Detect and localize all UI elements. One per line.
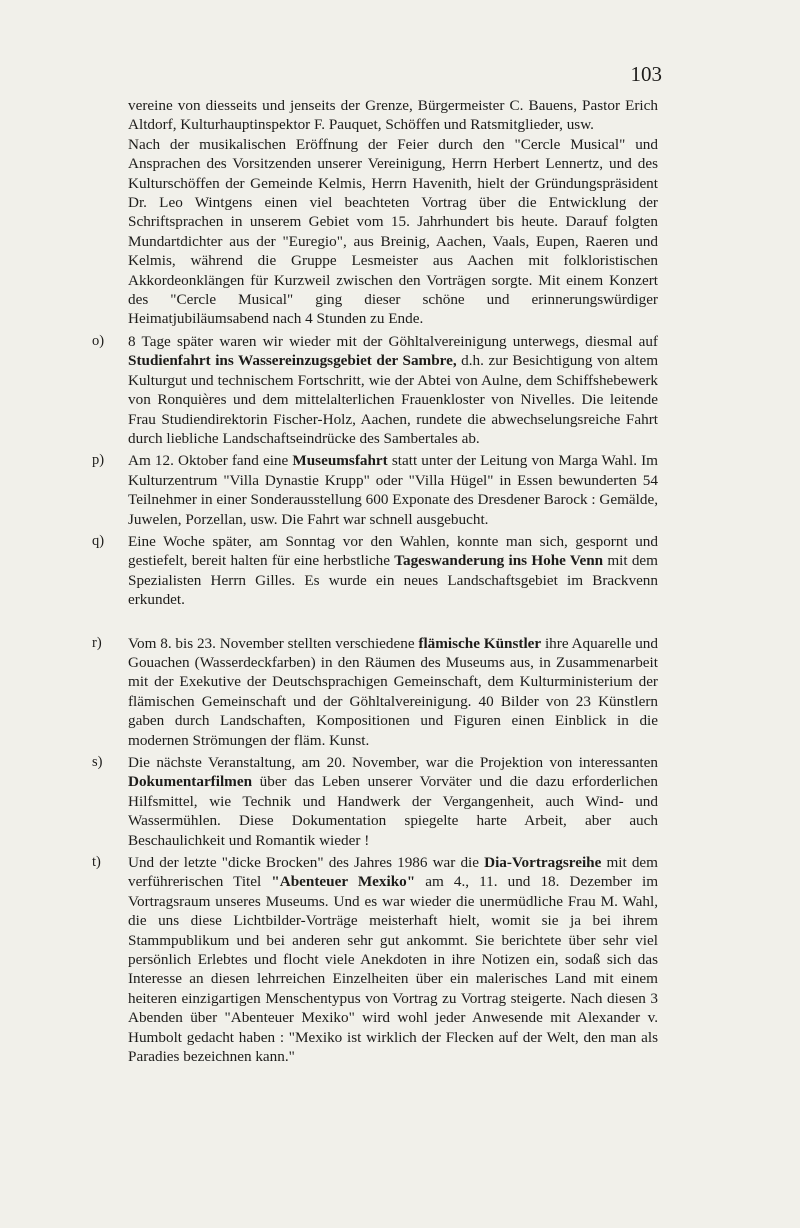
entry-p bbox=[92, 451, 658, 529]
entry-s bbox=[92, 753, 658, 850]
entry-marker: p) bbox=[92, 452, 105, 469]
highlight-term: Museumsfahrt bbox=[292, 452, 388, 470]
entry-text: Eine Woche später, am Sonntag vor den Wahlen, konnte man sich, gespornt und gestiefelt, bereit halten für eine herbstliche Tageswanderung ins Hohe Venn mit dem Spezialisten Herrn Gilles. Es wurde ein neues Landschaftsgebiet im Brackvenn erkundet. bbox=[128, 532, 658, 609]
highlight-term: Dia-Vortragsreihe bbox=[484, 854, 602, 872]
entry-q bbox=[92, 532, 658, 610]
entry-text: Am 12. Oktober fand eine Museumsfahrt statt unter der Leitung von Marga Wahl. Im Kulturzentrum "Villa Dynastie Krupp" oder "Villa Hügel" in Essen bewunderten 54 Teilnehmer in einer Sonderausstellung 600 Exponate des Dresdener Barock : Gemälde, Juwelen, Porzellan, usw. Die Fahrt war schnell ausgebucht. bbox=[128, 452, 658, 528]
entry-r bbox=[92, 634, 658, 750]
entry-marker: o) bbox=[92, 332, 105, 349]
entry-text: 8 Tage später waren wir wieder mit der Göhltalvereinigung unterwegs, diesmal auf Studienfahrt ins Wassereinzugsgebiet der Sambre, d.h. zur Besichtigung von altem Kulturgut und technischem Fortschritt, wie der Abtei von Aulne, dem Schiffshebewerk von Ronquières und dem mittelalterlichen Frauenkloster von Nivelles. Die leitende Frau Studiendirektorin Fischer-Holz, Aachen, rundete die abwechselungsreiche Fahrt durch liebliche Landschaftseindrücke des Sambertales ab. bbox=[128, 332, 659, 447]
highlight-term: flämische Künstler bbox=[418, 634, 542, 652]
entry-text: Und der letzte "dicke Brocken" des Jahres 1986 war die Dia-Vortragsreihe mit dem verführerischen Titel "Abenteuer Mexiko" am 4., 11. und 18. Dezember im Vortragsraum unseres Museums. Und es war wieder die unermüdliche Frau M. Wahl, die uns diese Lichtbilder-Vorträge meisterhaft hielt, womit sie ja bei ihrem Stammpublikum und bei anderen sehr gut ankommt. Sie berichtete über sehr viel persönlich Erlebtes und flocht viele Anekdoten in ihre Notizen ein, sodaß sich das Interesse an diesen lehrreichen Einzelheiten über ein malerisches Land mit einem heiteren einzigartigen Menschentypus von Vortrag zu Vortrag steigerte. Nach diesen 3 Abenden über "Abenteuer Mexiko" wird wohl jeder Anwesende mit Alexander v. Humbolt gedacht haben : "Mexiko ist wirklich der Flecken auf der Welt, den man als Paradies bezeichnen kann." bbox=[128, 854, 659, 1066]
page-body bbox=[92, 96, 658, 1067]
entry-marker: s) bbox=[92, 754, 103, 770]
intro-paragraph-1: vereine von diesseits und jenseits der Grenze, Bürgermeister C. Bauens, Pastor Erich Altdorf, Kulturhauptinspektor F. Pauquet, Schöffen und Ratsmitglieder, usw. bbox=[128, 97, 658, 134]
entry-marker: t) bbox=[92, 854, 101, 871]
entry-o bbox=[92, 332, 658, 448]
intro-paragraph-2: Nach der musikalischen Eröffnung der Feier durch den "Cercle Musical" und Ansprachen des Vorsitzenden unserer Vereinigung, Herrn Herbert Lennertz, und des Kulturschöffen der Gemeinde Kelmis, Herrn Havenith, hielt der Gründungspräsident Dr. Leo Wintgens einen viel beachteten Vortrag über die Entwicklung der Schriftsprachen in unserem Gebiet vom 15. Jahrhundert bis heute. Darauf folgten Mundartdichter aus der "Euregio", aus Breinig, Aachen, Vaals, Eupen, Raeren und Kelmis, während die Gruppe Lesmeister aus Aachen mit folkloristischen Akkordeonklängen für Kurzweil zwischen den Vorträgen sorgte. Mit einem Konzert des "Cercle Musical" ging dieser schöne und erinnerungswürdiger Heimatjubiläumsabend nach 4 Stunden zu Ende. bbox=[128, 135, 658, 328]
highlight-term: Tageswanderung ins Hohe Venn bbox=[394, 552, 604, 570]
entry-marker: r) bbox=[92, 634, 102, 651]
entry-text: Vom 8. bis 23. November stellten verschiedene flämische Künstler ihre Aquarelle und Gouachen (Wasserdeckfarben) in den Räumen des Museums aus, in Zusammenarbeit mit der Exekutive der Deutschsprachigen Gemeinschaft, dem Kulturministerium der flämischen Gemeinschaft und der Göhltalvereinigung. 40 Bilder von 23 Künstlern gaben durch Landschaften, Kompositionen und Figuren einen Einblick in die modernen Strömungen der fläm. Kunst. bbox=[128, 634, 658, 749]
highlight-term: Studienfahrt ins Wassereinzugsgebiet der Sambre, bbox=[128, 352, 457, 370]
entry-marker: q) bbox=[92, 532, 105, 549]
page-number: 103 bbox=[630, 62, 662, 86]
highlight-title: "Abenteuer Mexiko" bbox=[271, 873, 416, 891]
intro-block bbox=[92, 96, 658, 329]
entry-text: Die nächste Veranstaltung, am 20. November, war die Projektion von interessanten Dokumentarfilmen über das Leben unserer Vorväter und die dazu erforderlichen Hilfsmittel, wie Technik und Handwerk der Vergangenheit, auch Wind- und Wassermühlen. Diese Dokumentation spiegelte harte Arbeit, aber auch Beschaulichkeit und Romantik wieder ! bbox=[128, 754, 658, 849]
entry-t bbox=[92, 853, 658, 1066]
highlight-term: Dokumentarfilmen bbox=[128, 773, 253, 791]
